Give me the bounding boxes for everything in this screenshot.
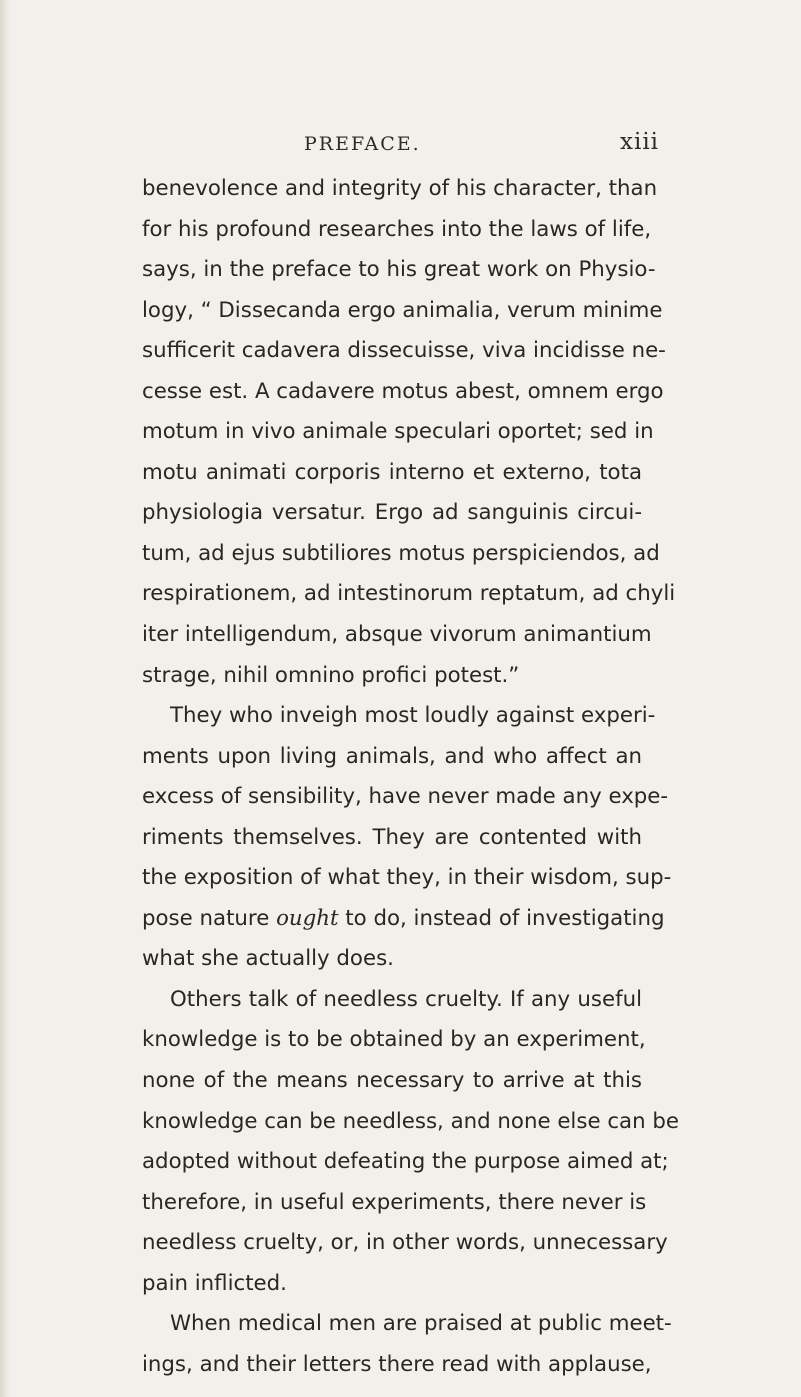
text-line: cesse est. A cadavere motus abest, omnem ergo: [142, 378, 664, 404]
text-line: riments themselves. They are contented with: [142, 824, 642, 850]
paragraph-end-line: what she actually does.: [142, 946, 394, 972]
text-line: tum, ad ejus subtiliores motus perspiciendos, ad: [142, 540, 660, 566]
text-line: knowledge is to be obtained by an experiment,: [142, 1027, 646, 1053]
paragraph-start-line: Others talk of needless cruelty. If any useful: [170, 986, 642, 1012]
text-line: excess of sensibility, have never made any expe-: [142, 784, 669, 810]
text-line: respirationem, ad intestinorum reptatum, ad chyli: [142, 581, 676, 607]
paragraph-end-line: pain inflicted.: [142, 1270, 287, 1296]
text-line: benevolence and integrity of his character, than: [142, 176, 658, 201]
running-head-title: PREFACE.: [304, 133, 421, 155]
text-line: therefore, in useful experiments, there never is: [142, 1189, 647, 1215]
text-line: ments upon living animals, and who affect an: [142, 743, 642, 769]
text-line: adopted without defeating the purpose aimed at;: [142, 1149, 669, 1175]
text-line: motum in vivo animale speculari oportet; sed in: [142, 419, 654, 445]
text-line: the exposition of what they, in their wisdom, sup-: [142, 865, 672, 891]
running-head: [0, 129, 801, 163]
text-line: none of the means necessary to arrive at this: [142, 1068, 642, 1094]
text-run: to do, instead of investigating: [338, 905, 665, 931]
text-line: says, in the preface to his great work on Physio-: [142, 257, 656, 283]
italic-word: ought: [276, 905, 339, 931]
text-line-with-italic: [142, 899, 665, 940]
text-line: iter intelligendum, absque vivorum animantium: [142, 622, 652, 648]
paragraph-end-line: strage, nihil omnino profici potest.”: [142, 662, 520, 688]
paragraph-start-line: They who inveigh most loudly against experi-: [170, 703, 656, 729]
text-run: pose nature: [142, 905, 277, 931]
text-line: logy, “ Dissecanda ergo animalia, verum minime: [142, 297, 663, 323]
body-text: [142, 169, 679, 1385]
text-line: physiologia versatur. Ergo ad sanguinis circui-: [142, 500, 642, 526]
paragraph-start-line: When medical men are praised at public meet-: [170, 1311, 672, 1337]
page-gutter-shadow: [0, 0, 10, 1397]
text-line: for his profound researches into the laws of life,: [142, 216, 652, 242]
text-line: sufficerit cadavera dissecuisse, viva incidisse ne-: [142, 338, 666, 364]
text-line: knowledge can be needless, and none else can be: [142, 1108, 679, 1134]
text-line: needless cruelty, or, in other words, unnecessary: [142, 1230, 668, 1256]
text-line: ings, and their letters there read with applause,: [142, 1351, 652, 1377]
text-line: motu animati corporis interno et externo, tota: [142, 459, 642, 485]
page-number: xiii: [620, 129, 660, 155]
